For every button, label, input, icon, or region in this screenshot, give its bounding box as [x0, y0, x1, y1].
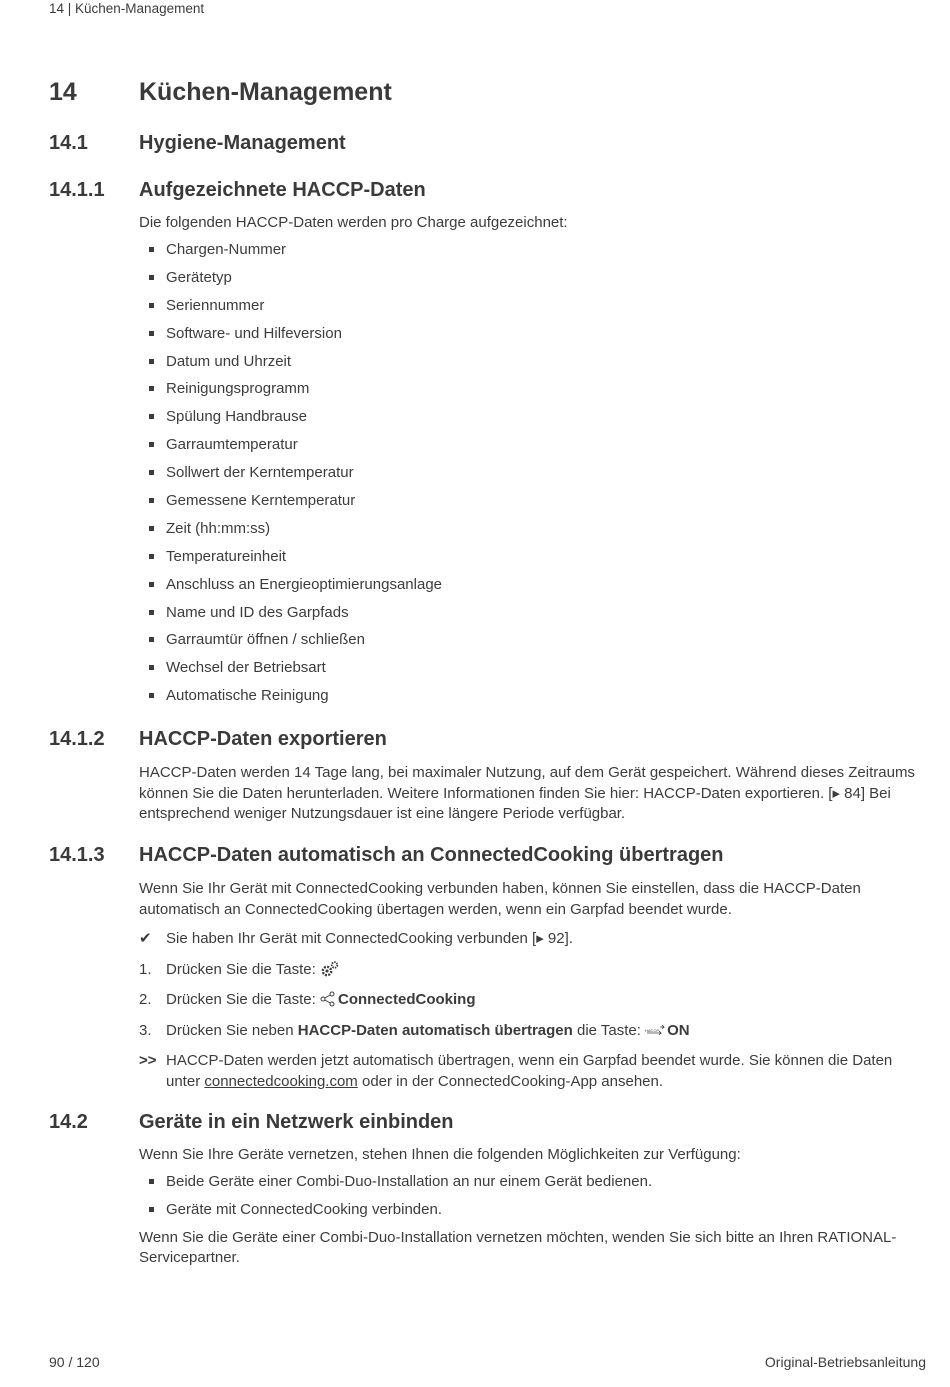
section-title: Hygiene-Management	[139, 132, 346, 154]
prerequisite	[139, 929, 926, 950]
bullet-icon	[149, 1179, 154, 1184]
page-number: 90 / 120	[49, 1354, 100, 1370]
step-number: 3.	[139, 1021, 152, 1039]
share-icon	[320, 991, 336, 1007]
bullet-icon	[149, 303, 154, 308]
bullet-icon	[149, 526, 154, 531]
bullet-icon	[149, 637, 154, 642]
bullet-icon	[149, 665, 154, 670]
list-item: Geräte mit ConnectedCooking verbinden.	[139, 1200, 926, 1228]
bullet-icon	[149, 498, 154, 503]
list-item: Reinigungsprogramm	[139, 379, 926, 407]
list-item: Datum und Uhrzeit	[139, 352, 926, 380]
step-number: 2.	[139, 991, 152, 1008]
section-title: Geräte in ein Netzwerk einbinden	[139, 1111, 454, 1133]
bullet-icon	[149, 275, 154, 280]
document-title: Original-Betriebsanleitung	[764, 1354, 926, 1370]
list-item: Gemessene Kerntemperatur	[139, 491, 926, 519]
bullet-icon	[149, 693, 154, 698]
connectedcooking-label: ConnectedCooking	[337, 991, 476, 1008]
section-number: 14.1.3	[49, 844, 105, 866]
step-setting-name: HACCP-Daten automatisch übertragen	[297, 1021, 573, 1039]
network-options-list	[139, 1172, 926, 1228]
list-item: Chargen-Nummer	[139, 240, 926, 268]
list-item: Temperatureinheit	[139, 547, 926, 575]
section-number: 14.1.2	[49, 728, 105, 750]
list-item: Sollwert der Kerntemperatur	[139, 463, 926, 491]
bullet-icon	[149, 610, 154, 615]
gear-icon	[320, 960, 340, 978]
intro-paragraph: Wenn Sie Ihre Geräte vernetzen, stehen Ihnen die folgenden Möglichkeiten zur Verfügung:	[139, 1146, 741, 1163]
section-14-1-1-content	[139, 213, 926, 714]
on-label: ON	[667, 1021, 690, 1039]
body-paragraph: HACCP-Daten werden 14 Tage lang, bei maximaler Nutzung, auf dem Gerät gespeichert. Während dieses Zeitraums können Sie die Daten herunterladen. Weitere Informationen finden Sie hier: HACCP-Daten exportieren. [▸ 84] Bei entsprechend weniger Nutzungsdauer ist eine längere Periode verfügbar.	[139, 764, 915, 822]
prerequisite-text: Sie haben Ihr Gerät mit ConnectedCooking verbunden [▸ 92].	[166, 930, 573, 947]
result	[139, 1051, 926, 1092]
list-item: Automatische Reinigung	[139, 686, 926, 714]
list-item: Software- und Hilfeversion	[139, 324, 926, 352]
list-item: Wechsel der Betriebsart	[139, 658, 926, 686]
step-text: Drücken Sie neben	[166, 1021, 294, 1039]
step-text: die Taste:	[576, 1021, 641, 1039]
bullet-icon	[149, 1207, 154, 1212]
list-item: Anschluss an Energieoptimierungsanlage	[139, 575, 926, 603]
list-item: Zeit (hh:mm:ss)	[139, 519, 926, 547]
bullet-icon	[149, 247, 154, 252]
section-title: HACCP-Daten automatisch an ConnectedCooking übertragen	[139, 844, 724, 866]
bullet-icon	[149, 414, 154, 419]
bullet-icon	[149, 386, 154, 391]
chapter-number: 14	[49, 78, 77, 106]
list-item: Beide Geräte einer Combi-Duo-Installation an nur einem Gerät bedienen.	[139, 1172, 926, 1200]
intro-paragraph: Die folgenden HACCP-Daten werden pro Charge aufgezeichnet:	[139, 214, 568, 231]
section-14-2-content	[139, 1145, 926, 1269]
section-14-1-2-content	[139, 763, 926, 825]
haccp-data-list	[139, 240, 926, 714]
result-marker: >>	[139, 1052, 157, 1069]
section-number: 14.1	[49, 132, 88, 154]
running-header: 14 | Küchen-Management	[49, 1, 205, 16]
haccp-icon-label: HACCP	[645, 1027, 660, 1033]
list-item: Gerätetyp	[139, 268, 926, 296]
section-number: 14.2	[49, 1111, 88, 1133]
step-text: Drücken Sie die Taste:	[166, 991, 316, 1008]
list-item: Seriennummer	[139, 296, 926, 324]
chapter-title: Küchen-Management	[139, 78, 392, 106]
bullet-icon	[149, 582, 154, 587]
result-text: oder in der ConnectedCooking-App ansehen.	[361, 1072, 664, 1090]
outro-paragraph: Wenn Sie die Geräte einer Combi-Duo-Installation vernetzen möchten, wenden Sie sich bitte an Ihren RATIONAL-Servicepartner.	[139, 1228, 897, 1267]
step-2	[139, 990, 926, 1011]
bullet-icon	[149, 359, 154, 364]
list-item: Garraumtemperatur	[139, 435, 926, 463]
section-14-1-3-content	[139, 879, 926, 1092]
list-item: Name und ID des Garpfads	[139, 603, 926, 631]
check-icon: ✔	[139, 930, 152, 947]
step-3	[139, 1021, 926, 1042]
step-text: Drücken Sie die Taste:	[166, 960, 316, 978]
list-item: Spülung Handbrause	[139, 407, 926, 435]
section-number: 14.1.1	[49, 179, 105, 201]
haccp-icon	[645, 1021, 665, 1031]
section-title: Aufgezeichnete HACCP-Daten	[139, 179, 426, 201]
list-item: Garraumtür öffnen / schließen	[139, 630, 926, 658]
bullet-icon	[149, 470, 154, 475]
section-title: HACCP-Daten exportieren	[139, 728, 387, 750]
result-text: HACCP-Daten werden jetzt automatisch übertragen, wenn ein Garpfad beendet wurde. Sie können die Daten unter	[166, 1052, 893, 1090]
bullet-icon	[149, 554, 154, 559]
step-number: 1.	[139, 960, 152, 978]
body-paragraph: Wenn Sie Ihr Gerät mit ConnectedCooking verbunden haben, können Sie einstellen, dass die HACCP-Daten automatisch an ConnectedCooking übertagen werden, wenn ein Garpfad beendet wurde.	[139, 880, 861, 918]
bullet-icon	[149, 442, 154, 447]
bullet-icon	[149, 331, 154, 336]
connectedcooking-link[interactable]: connectedcooking.com	[204, 1072, 358, 1090]
step-1	[139, 960, 926, 981]
